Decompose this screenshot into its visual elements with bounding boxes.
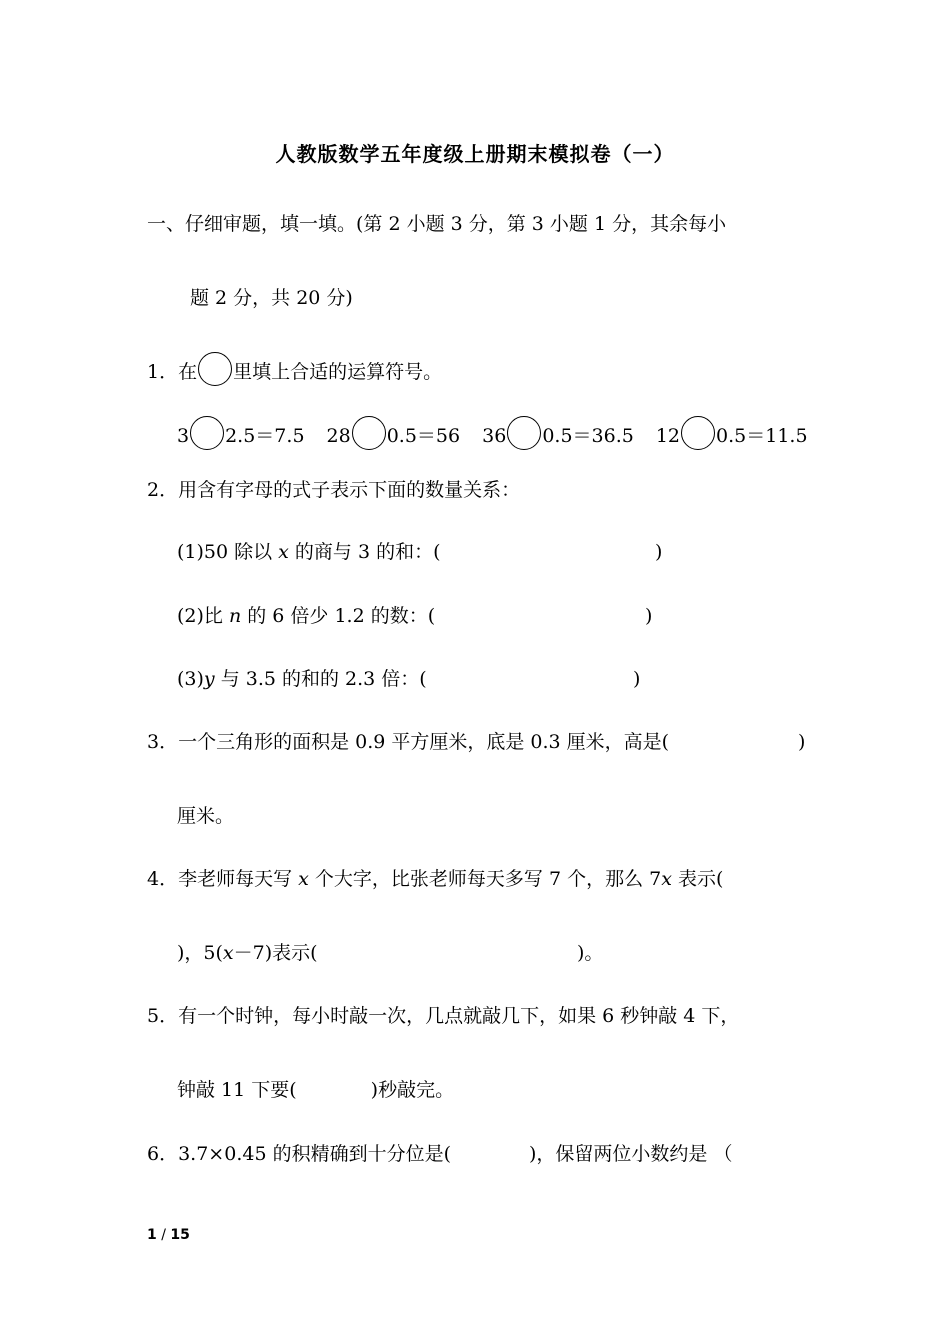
q1-prefix: 在 bbox=[178, 361, 198, 383]
q4-text: )，5( bbox=[177, 942, 223, 964]
current-page: 1 bbox=[147, 1227, 157, 1243]
q2-part-3-blank-close: ) bbox=[633, 668, 641, 690]
q3-line-2: 厘米。 bbox=[177, 805, 235, 827]
q4-text: －7)表示( bbox=[233, 942, 318, 964]
answer-circle[interactable] bbox=[352, 416, 386, 450]
question-3 bbox=[147, 730, 669, 754]
q3-blank-close: ) bbox=[798, 731, 806, 753]
variable: x bbox=[661, 868, 672, 890]
q1-suffix: 里填上合适的运算符号。 bbox=[233, 361, 443, 383]
q2-part-2-blank-close: ) bbox=[645, 605, 653, 627]
q2-p1-text: 的商与 3 的和：( bbox=[288, 541, 441, 563]
q1-item-right: 0.5＝56 bbox=[386, 425, 461, 447]
q4-text: 个大字，比张老师每天多写 7 个，那么 7 bbox=[308, 868, 662, 890]
question-4 bbox=[147, 867, 723, 891]
variable: x bbox=[298, 868, 309, 890]
answer-circle[interactable] bbox=[198, 352, 232, 386]
q2-p3-text: 与 3.5 的和的 2.3 倍：( bbox=[214, 668, 427, 690]
q1-item bbox=[656, 425, 808, 447]
q6-text: )，保留两位小数约是 （ bbox=[529, 1143, 733, 1165]
q5-text: 有一个时钟，每小时敲一次，几点就敲几下，如果 6 秒钟敲 4 下， bbox=[178, 1005, 740, 1027]
section-heading-cont: 题 2 分，共 20 分) bbox=[190, 287, 353, 309]
variable: n bbox=[228, 605, 242, 627]
q2-p1-text: (1)50 除以 bbox=[177, 541, 279, 563]
variable: x bbox=[278, 541, 289, 563]
page-separator: / bbox=[156, 1227, 171, 1243]
q4-blank-close: )。 bbox=[577, 942, 604, 964]
q1-item-right: 0.5＝11.5 bbox=[716, 425, 808, 447]
question-number: 6． bbox=[147, 1143, 179, 1165]
question-5 bbox=[147, 1004, 739, 1028]
q1-item bbox=[327, 425, 461, 447]
question-number: 3． bbox=[147, 731, 179, 753]
q2-part-1 bbox=[177, 540, 441, 564]
q2-p2-text: (2)比 bbox=[177, 605, 229, 627]
q4-text: 表示( bbox=[671, 868, 724, 890]
q5-line-2 bbox=[177, 1078, 454, 1102]
question-2 bbox=[147, 478, 520, 502]
q1-item-left: 36 bbox=[482, 425, 507, 447]
q2-p2-text: 的 6 倍少 1.2 的数：( bbox=[241, 605, 436, 627]
question-number: 4． bbox=[147, 868, 179, 890]
q5-text: )秒敲完。 bbox=[370, 1079, 455, 1101]
q1-items bbox=[177, 416, 808, 450]
question-number: 2． bbox=[147, 479, 179, 501]
q1-item-left: 3 bbox=[177, 425, 190, 447]
q1-item bbox=[482, 425, 634, 447]
q2-part-3 bbox=[177, 667, 427, 691]
q2-p3-text: (3) bbox=[177, 668, 204, 690]
q1-item-right: 0.5＝36.5 bbox=[542, 425, 634, 447]
answer-circle[interactable] bbox=[681, 416, 715, 450]
q4-text: 李老师每天写 bbox=[178, 868, 299, 890]
q5-text: 钟敲 11 下要( bbox=[177, 1079, 297, 1101]
answer-circle[interactable] bbox=[190, 416, 224, 450]
answer-circle[interactable] bbox=[507, 416, 541, 450]
q1-item bbox=[177, 425, 305, 447]
section-heading: 一、仔细审题，填一填。(第 2 小题 3 分，第 3 小题 1 分，其余每小 bbox=[147, 213, 727, 235]
variable: x bbox=[222, 942, 234, 964]
q4-line-2 bbox=[177, 941, 318, 965]
q3-text: 一个三角形的面积是 0.9 平方厘米，底是 0.3 厘米，高是( bbox=[178, 731, 670, 753]
q1-item-left: 12 bbox=[655, 425, 681, 447]
question-number: 1． bbox=[147, 361, 179, 383]
q2-part-2 bbox=[177, 604, 435, 628]
q1-item-left: 28 bbox=[326, 425, 351, 447]
total-pages: 15 bbox=[170, 1227, 190, 1243]
question-1 bbox=[147, 352, 442, 386]
question-number: 5． bbox=[147, 1005, 179, 1027]
q2-text: 用含有字母的式子表示下面的数量关系： bbox=[178, 479, 521, 501]
variable: y bbox=[203, 668, 215, 690]
page-title: 人教版数学五年度级上册期末模拟卷（一） bbox=[275, 142, 675, 166]
q1-item-right: 2.5＝7.5 bbox=[225, 425, 305, 447]
page-number bbox=[147, 1227, 190, 1243]
q6-text: 3.7×0.45 的积精确到十分位是( bbox=[178, 1143, 451, 1165]
question-6 bbox=[147, 1142, 732, 1166]
q2-part-1-blank-close: ) bbox=[655, 541, 663, 563]
